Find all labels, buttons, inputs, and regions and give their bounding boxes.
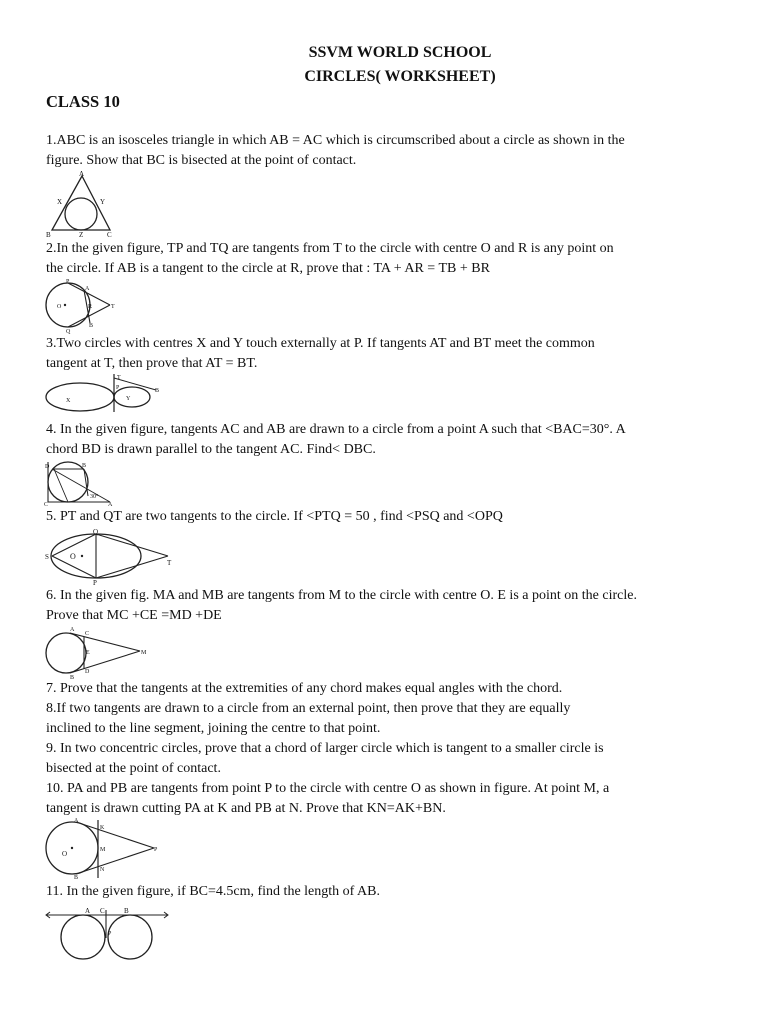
figure-label: X xyxy=(57,198,63,206)
question-line: 10. PA and PB are tangents from point P to the circle with centre O as shown in figure. At point M, a xyxy=(46,781,610,796)
figure-label: B xyxy=(89,323,94,329)
figure-label: C xyxy=(107,231,112,238)
figure-label: Q xyxy=(66,329,71,334)
question-line: Prove that MC +CE =MD +DE xyxy=(46,608,222,623)
figure-label: B xyxy=(82,463,87,469)
question-11 xyxy=(46,882,736,902)
question-line: 9. In two concentric circles, prove that a chord of larger circle which is tangent to a smaller circle is xyxy=(46,741,604,756)
figure-label: M xyxy=(100,847,106,853)
figure-label: N xyxy=(100,867,105,873)
figure-label: B xyxy=(155,388,160,394)
question-line: figure. Show that BC is bisected at the point of contact. xyxy=(46,153,357,168)
figure-label: E xyxy=(86,650,90,656)
figure-label: A xyxy=(85,286,90,292)
question-line: 6. In the given fig. MA and MB are tangents from M to the circle with centre O. E is a point on the circle. xyxy=(46,588,637,603)
school-name: SSVM WORLD SCHOOL xyxy=(308,44,492,61)
figure-q5-tangents xyxy=(44,528,174,586)
figure-label: O xyxy=(62,850,68,858)
figure-label: A xyxy=(70,627,75,633)
figure-label: Q xyxy=(93,528,99,536)
figure-label: M xyxy=(141,650,147,656)
figure-label: A xyxy=(108,502,113,506)
question-1 xyxy=(46,131,736,171)
figure-label: P xyxy=(93,579,97,586)
question-6 xyxy=(46,586,736,626)
figure-label: B xyxy=(70,675,75,680)
figure-q11-touching-circles xyxy=(44,904,170,962)
figure-label: Y xyxy=(126,396,131,402)
question-line: tangent is drawn cutting PA at K and PB at N. Prove that KN=AK+BN. xyxy=(46,801,446,816)
figure-label: D xyxy=(45,464,50,470)
worksheet-title: CIRCLES( WORKSHEET) xyxy=(304,68,496,85)
figure-q1-triangle-incircle xyxy=(44,170,118,238)
question-3 xyxy=(46,334,736,374)
figure-label: T xyxy=(117,375,121,381)
question-5 xyxy=(46,507,736,527)
figure-label: P xyxy=(108,931,112,937)
figure-label: A xyxy=(85,907,91,915)
figure-q6-tangents xyxy=(44,625,150,680)
figure-label: C xyxy=(85,631,90,637)
question-line: tangent at T, then prove that AT = BT. xyxy=(46,356,258,371)
question-line: 2.In the given figure, TP and TQ are tangents from T to the circle with centre O and R is any point on xyxy=(46,241,614,256)
figure-label: 30° xyxy=(90,494,99,500)
figure-label: O xyxy=(70,552,76,561)
figure-label: R xyxy=(88,304,93,310)
figure-label: C xyxy=(100,907,105,915)
question-line: 3.Two circles with centres X and Y touch externally at P. If tangents AT and BT meet the common xyxy=(46,336,595,351)
figure-label: P xyxy=(66,279,70,285)
figure-label: Z xyxy=(79,231,84,238)
question-line: bisected at the point of contact. xyxy=(46,761,221,776)
questions-7-to-10 xyxy=(46,679,736,819)
figure-label: A xyxy=(79,170,85,178)
question-line: inclined to the line segment, joining the centre to that point. xyxy=(46,721,381,736)
figure-label: P xyxy=(154,847,158,853)
figure-q10-tangents xyxy=(44,816,162,880)
figure-label: A xyxy=(74,818,79,824)
question-line: 11. In the given figure, if BC=4.5cm, find the length of AB. xyxy=(46,884,380,899)
question-line: chord BD is drawn parallel to the tangent AC. Find< DBC. xyxy=(46,442,376,457)
question-line: 5. PT and QT are two tangents to the circle. If <PTQ = 50 , find <PSQ and <OPQ xyxy=(46,509,503,524)
class-label: CLASS 10 xyxy=(46,92,120,111)
figure-label: C xyxy=(44,502,49,506)
figure-label: S xyxy=(45,553,49,561)
figure-label: B xyxy=(74,875,79,880)
question-line: the circle. If AB is a tangent to the circle at R, prove that : TA + AR = TB + BR xyxy=(46,261,490,276)
figure-label: D xyxy=(85,669,90,675)
figure-label: K xyxy=(100,825,105,831)
figure-q3-touching-circles xyxy=(44,372,166,414)
figure-label: B xyxy=(46,231,51,238)
question-line: 4. In the given figure, tangents AC and AB are drawn to a circle from a point A such that <BAC=30°. A xyxy=(46,422,626,437)
question-line: 7. Prove that the tangents at the extremities of any chord makes equal angles with the chord. xyxy=(46,681,563,696)
figure-q4-chord-tangent xyxy=(44,458,114,506)
figure-label: O xyxy=(57,304,62,310)
question-line: 1.ABC is an isosceles triangle in which AB = AC which is circumscribed about a circle as shown in the xyxy=(46,133,625,148)
figure-label: X xyxy=(66,398,71,404)
question-line: 8.If two tangents are drawn to a circle from an external point, then prove that they are equally xyxy=(46,701,571,716)
figure-label: T xyxy=(111,304,115,310)
figure-q2-tangents xyxy=(44,278,116,334)
figure-label: T xyxy=(167,559,172,567)
question-4 xyxy=(46,420,736,460)
figure-label: P xyxy=(116,385,120,391)
figure-label: Y xyxy=(100,198,106,206)
figure-label: B xyxy=(124,907,129,915)
question-2 xyxy=(46,239,736,279)
